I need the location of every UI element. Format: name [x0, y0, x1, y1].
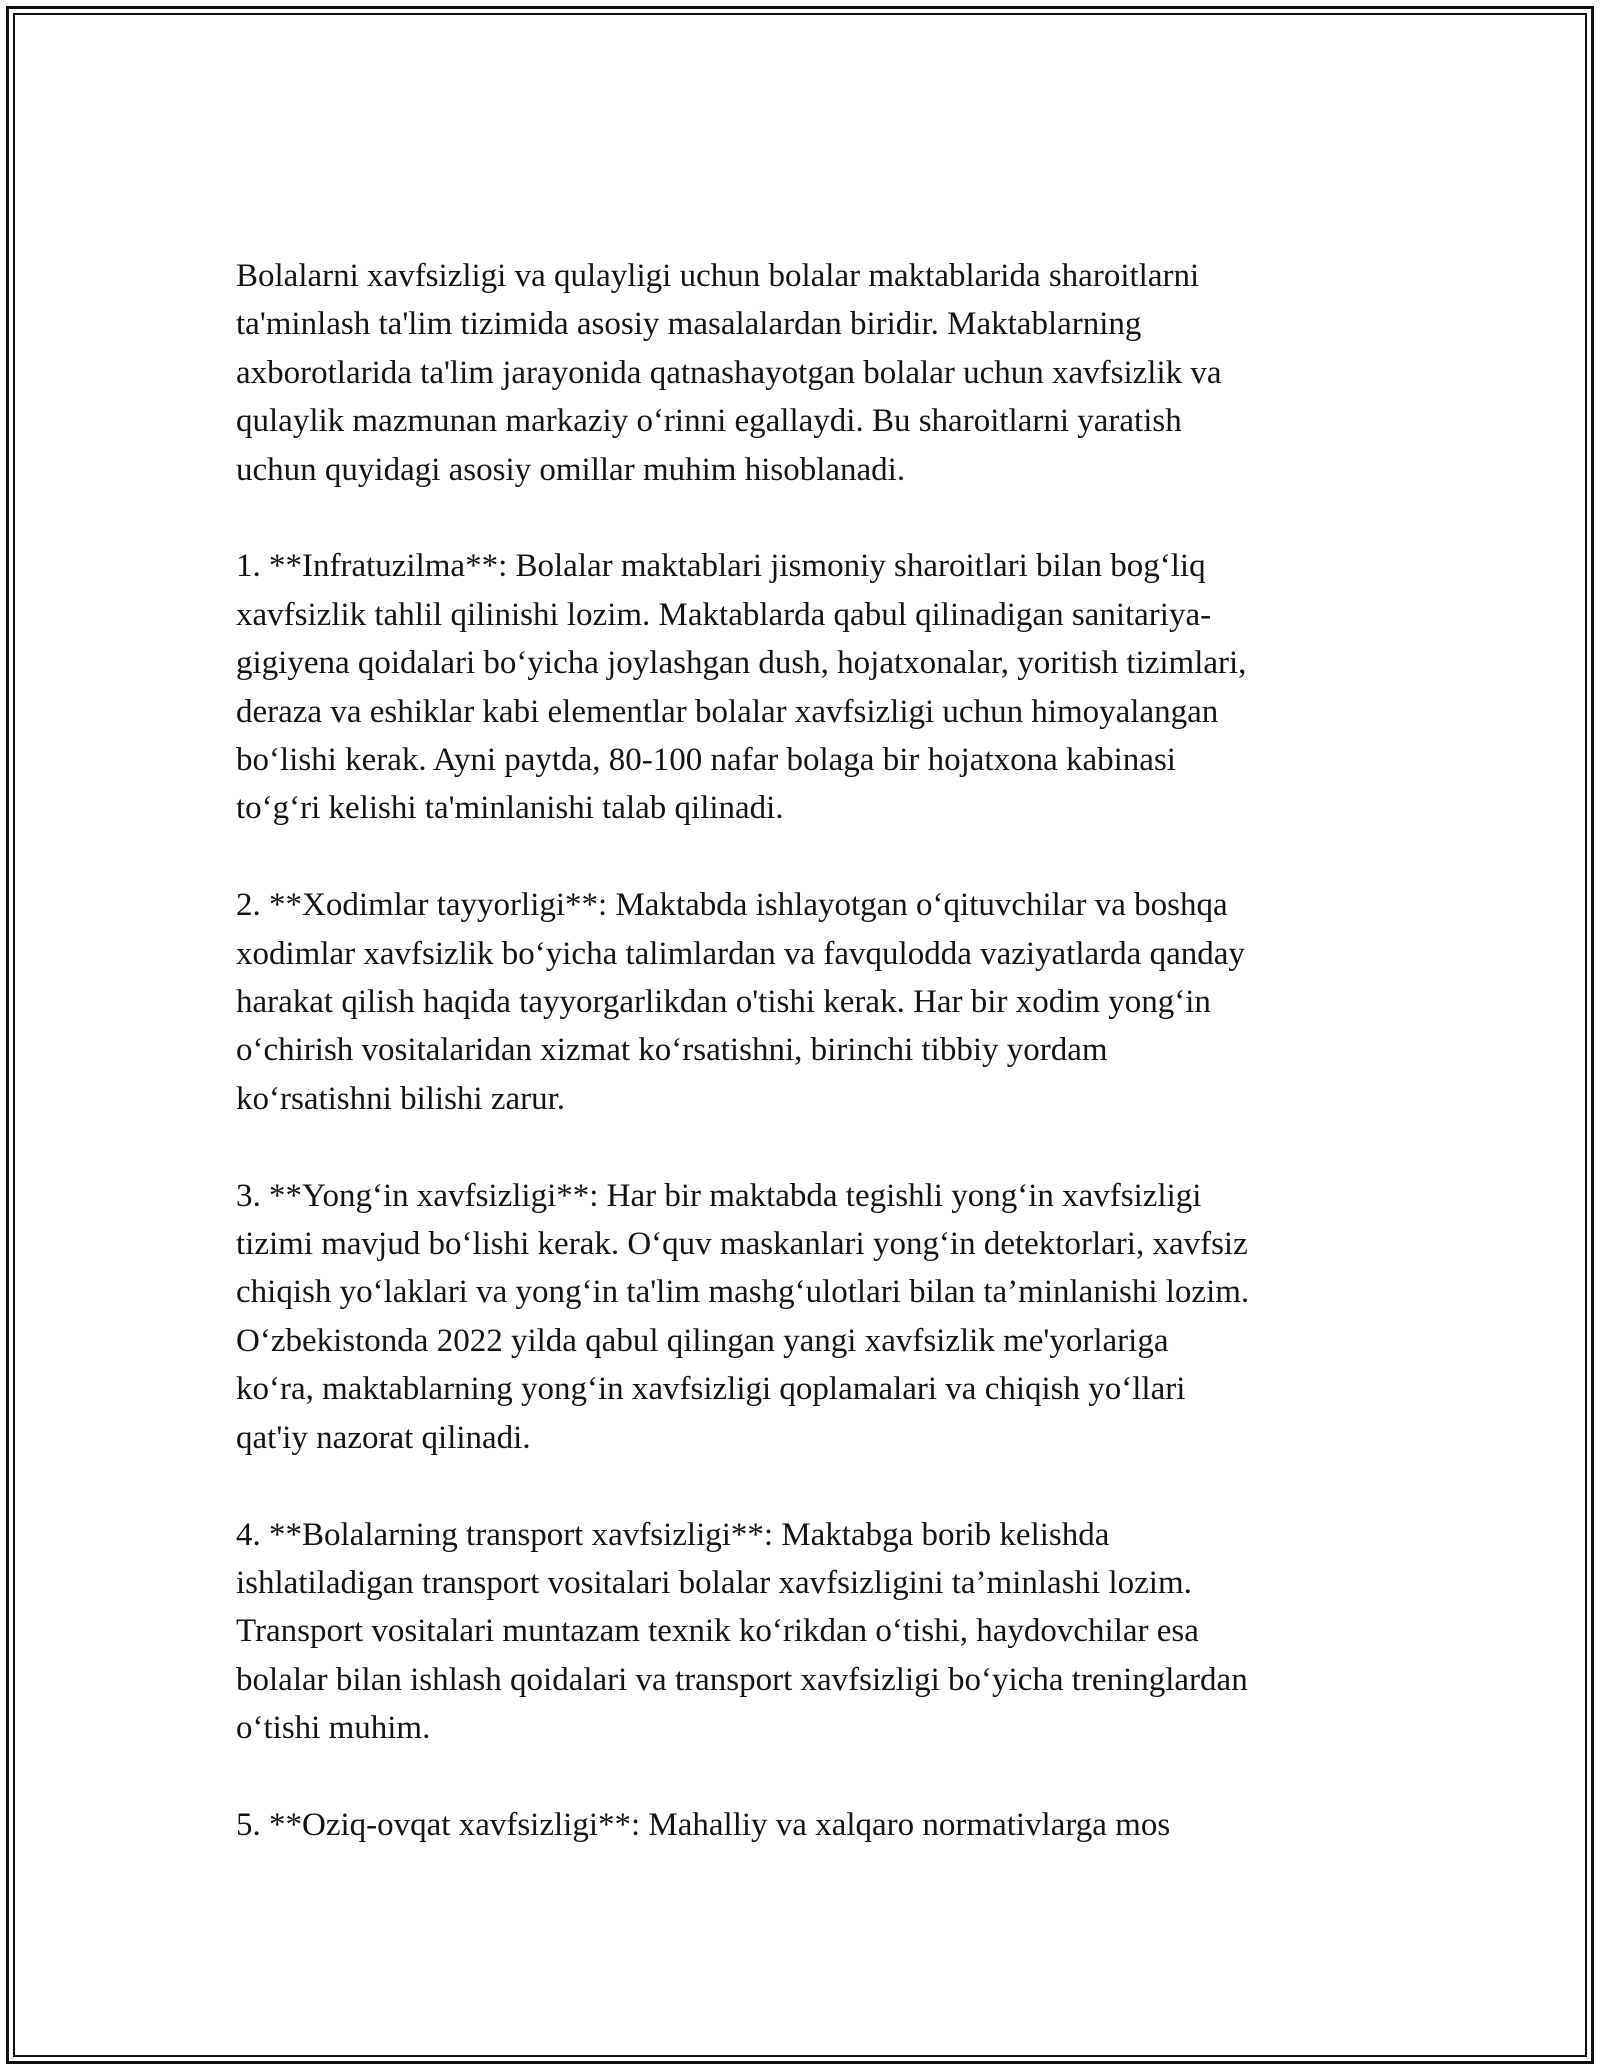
item-food-safety-paragraph: 5. **Oziq-ovqat xavfsizligi**: Mahalliy va xalqaro normativlarga mos — [236, 1806, 1171, 1843]
item-transport-safety-paragraph: 4. **Bolalarning transport xavfsizligi**: Maktabga borib kelishda ishlatiladigan transport vositalari bolalar xavfsizligini ta’minlashi lozim. Transport vositalari muntazam texnik ko‘rikdan o‘tishi, haydovchilar esa bolalar bilan ishlash qoidalari va transport xavfsizligi bo‘yicha treninglardan o‘tishi muhim. — [236, 1516, 1248, 1747]
document-body — [236, 252, 1396, 1849]
item-staff-readiness-paragraph: 2. **Xodimlar tayyorligi**: Maktabda ishlayotgan o‘qituvchilar va boshqa xodimlar xavfsizlik bo‘yicha talimlardan va favqulodda vaziyatlarda qanday harakat qilish haqida tayyorgarlikdan o'tishi kerak. Har bir xodim yong‘in o‘chirish vositalaridan xizmat ko‘rsatishni, birinchi tibbiy yordam ko‘rsatishni bilishi zarur. — [236, 887, 1245, 1117]
item-infrastructure-paragraph: 1. **Infratuzilma**: Bolalar maktablari jismoniy sharoitlari bilan bog‘liq xavfsizlik tahlil qilinishi lozim. Maktablarda qabul qilinadigan sanitariya- gigiyena qoidalari bo‘yicha joylashgan dush, hojatxonalar, yoritish tizimlari, deraza va eshiklar kabi elementlar bolalar xavfsizligi uchun himoyalangan bo‘lishi kerak. Ayni paytda, 80-100 nafar bolaga bir hojatxona kabinasi to‘g‘ri kelishi ta'minlanishi talab qilinadi. — [236, 548, 1247, 827]
intro-paragraph: Bolalarni xavfsizligi va qulayligi uchun bolalar maktablarida sharoitlarni ta'minlash ta'lim tizimida asosiy masalalardan biridir. Maktablarning axborotlarida ta'lim jarayonida qatnashayotgan bolalar uchun xavfsizlik va qulaylik mazmunan markaziy o‘rinni egallaydi. Bu sharoitlarni yaratish uchun quyidagi asosiy omillar muhim hisoblanadi. — [236, 258, 1222, 488]
item-fire-safety-paragraph: 3. **Yong‘in xavfsizligi**: Har bir maktabda tegishli yong‘in xavfsizligi tizimi mavjud bo‘lishi kerak. O‘quv maskanlari yong‘in detektorlari, xavfsiz chiqish yo‘laklari va yong‘in ta'lim mashg‘ulotlari bilan ta’minlanishi lozim. O‘zbekistonda 2022 yilda qabul qilingan yangi xavfsizlik me'yorlariga ko‘ra, maktablarning yong‘in xavfsizligi qoplamalari va chiqish yo‘llari qat'iy nazorat qilinadi. — [236, 1177, 1250, 1456]
